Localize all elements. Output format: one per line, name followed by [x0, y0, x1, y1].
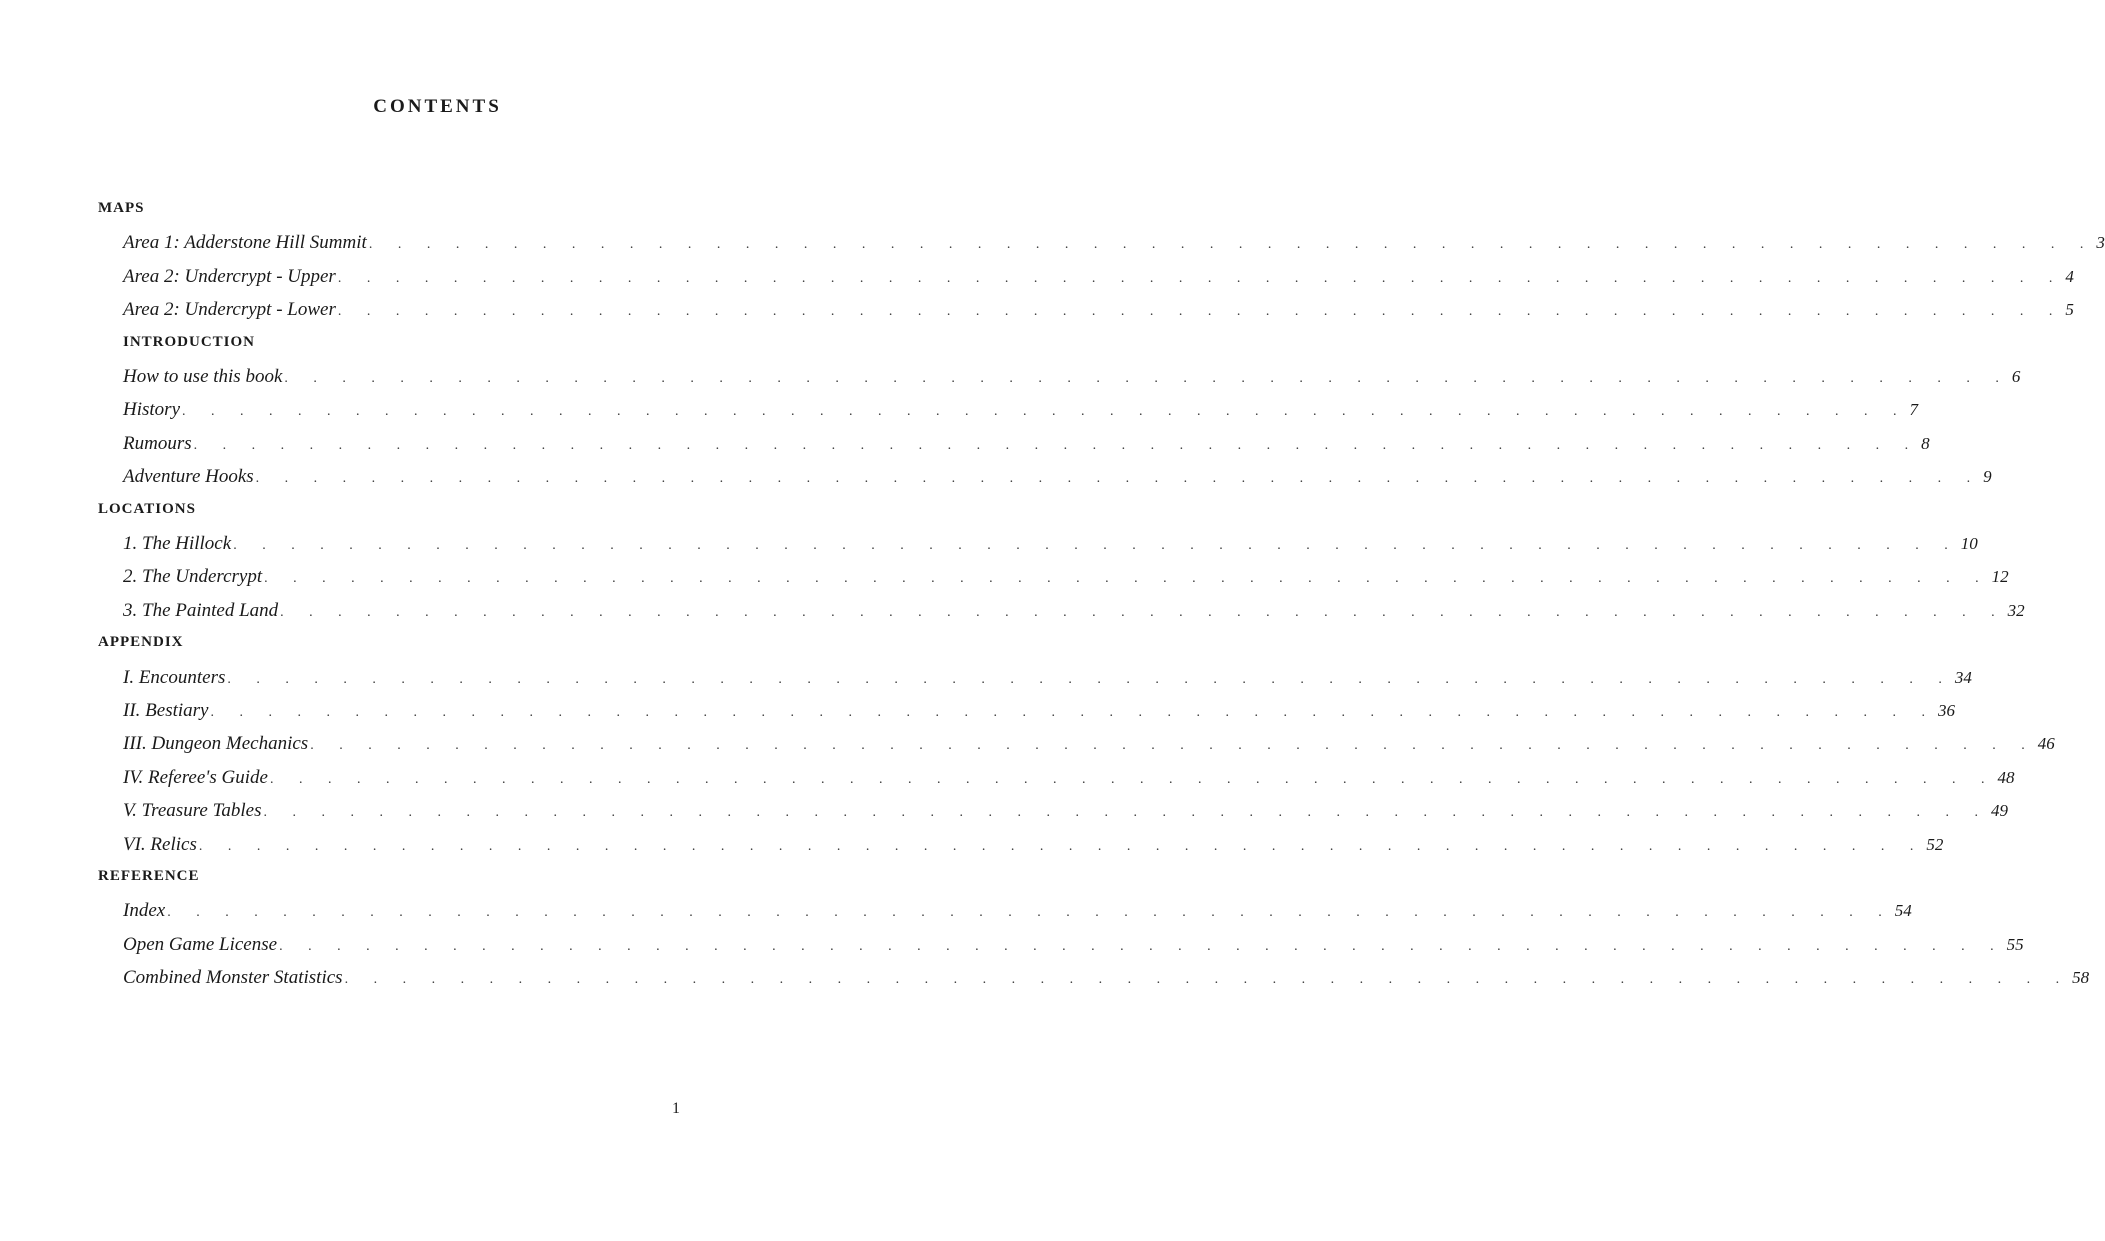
dot-leader: . . . . . . . . . . . . . . . . . . . . . . . . . . . . . . . . . . . . . . . . . . . . . . . . . . . . . . . . . . . .: [337, 270, 2064, 286]
toc-entry-label: Index: [123, 900, 166, 922]
toc-entry[interactable]: [123, 966, 2090, 992]
toc-entry-label: III. Dungeon Mechanics: [123, 733, 309, 755]
toc-entry[interactable]: [123, 833, 1944, 859]
toc-entry[interactable]: [123, 799, 2008, 825]
toc-entry-page: 9: [1983, 467, 1992, 487]
toc-entry[interactable]: [123, 565, 2009, 591]
toc-entry-page: 55: [2006, 934, 2024, 954]
dot-leader: . . . . . . . . . . . . . . . . . . . . . . . . . . . . . . . . . . . . . . . . . . . . . . . . . . . . . . . . . . . .: [368, 237, 2095, 253]
toc-entry-page: 4: [2065, 266, 2074, 286]
toc-entry-page: 3: [2096, 233, 2105, 253]
toc-entry-label: 3. The Painted Land: [123, 599, 279, 621]
dot-leader: . . . . . . . . . . . . . . . . . . . . . . . . . . . . . . . . . . . . . . . . . . . . . . . . . . . . . . . . . . . .: [310, 738, 2036, 754]
toc-entry[interactable]: [123, 532, 1978, 558]
dot-leader: . . . . . . . . . . . . . . . . . . . . . . . . . . . . . . . . . . . . . . . . . . . . . . . . . . . . . . . . . . . .: [233, 538, 1959, 553]
toc-entry[interactable]: [123, 432, 1930, 458]
toc-entry[interactable]: [123, 398, 1918, 424]
toc-entry-page: 58: [2072, 968, 2090, 988]
page-title: CONTENTS: [373, 96, 502, 117]
toc-entry[interactable]: [123, 899, 1912, 925]
toc-entry-label: Adventure Hooks: [123, 466, 254, 488]
dot-leader: . . . . . . . . . . . . . . . . . . . . . . . . . . . . . . . . . . . . . . . . . . . . . . . . . . . . . . . . . . . .: [167, 905, 1893, 921]
toc-section-heading: APPENDIX: [98, 634, 184, 651]
toc-entry[interactable]: [123, 933, 2024, 959]
toc-entry-label: V. Treasure Tables: [123, 800, 262, 822]
dot-leader: . . . . . . . . . . . . . . . . . . . . . . . . . . . . . . . . . . . . . . . . . . . . . . . . . . . . . . . . . . . .: [269, 771, 1996, 787]
dot-leader: . . . . . . . . . . . . . . . . . . . . . . . . . . . . . . . . . . . . . . . . . . . . . . . . . . . . . . . . . . . .: [227, 671, 1953, 687]
dot-leader: . . . . . . . . . . . . . . . . . . . . . . . . . . . . . . . . . . . . . . . . . . . . . . . . . . . . . . . . . . . .: [182, 404, 1908, 420]
toc-entry[interactable]: [123, 465, 1992, 491]
toc-entry-page: 49: [1991, 801, 2008, 821]
toc-section-heading: INTRODUCTION: [123, 333, 256, 350]
toc-entry-page: 48: [1997, 767, 2015, 787]
toc-entry-page: 6: [2011, 367, 2021, 386]
toc-entry-label: How to use this book: [123, 366, 283, 387]
toc-entry-label: IV. Referee's Guide: [123, 766, 268, 788]
toc-entry[interactable]: [123, 732, 2055, 758]
toc-section-heading: LOCATIONS: [98, 500, 196, 517]
toc-entry-page: 34: [1954, 667, 1972, 687]
dot-leader: . . . . . . . . . . . . . . . . . . . . . . . . . . . . . . . . . . . . . . . . . . . . . . . . . . . . . . . . . . . .: [279, 938, 2005, 954]
toc-entry-page: 46: [2037, 734, 2055, 754]
dot-leader: . . . . . . . . . . . . . . . . . . . . . . . . . . . . . . . . . . . . . . . . . . . . . . . . . . . . . . . . . . . .: [193, 437, 1920, 453]
toc-entry[interactable]: [123, 766, 2015, 792]
toc-entry-page: 7: [1909, 400, 1918, 420]
toc-entry-page: 5: [2065, 300, 2074, 320]
dot-leader: . . . . . . . . . . . . . . . . . . . . . . . . . . . . . . . . . . . . . . . . . . . . . . . . . . . . . . . . . . . .: [344, 972, 2071, 988]
toc-entry[interactable]: [123, 298, 2074, 324]
toc-entry-label: 2. The Undercrypt: [123, 566, 263, 588]
toc-entry-label: History: [123, 399, 180, 421]
toc-entry-page: 36: [1937, 701, 1955, 720]
dot-leader: . . . . . . . . . . . . . . . . . . . . . . . . . . . . . . . . . . . . . . . . . . . . . . . . . . . . . . . . . . . .: [263, 805, 1989, 821]
toc-entry[interactable]: [123, 365, 2021, 391]
toc-entry-label: Area 2: Undercrypt - Upper: [123, 265, 336, 287]
toc-entry[interactable]: [123, 666, 1972, 692]
toc-entry-label: Rumours: [123, 432, 192, 454]
toc-entry-label: 1. The Hillock: [123, 533, 232, 554]
toc-entry-label: Open Game License: [123, 933, 278, 955]
toc-entry[interactable]: [123, 231, 2105, 257]
toc-entry-label: Combined Monster Statistics: [123, 967, 343, 989]
dot-leader: . . . . . . . . . . . . . . . . . . . . . . . . . . . . . . . . . . . . . . . . . . . . . . . . . . . . . . . . . . . .: [255, 471, 1982, 487]
toc-entry-page: 12: [1991, 567, 2009, 587]
dot-leader: . . . . . . . . . . . . . . . . . . . . . . . . . . . . . . . . . . . . . . . . . . . . . . . . . . . . . . . . . . . .: [337, 304, 2064, 320]
toc-entry-label: VI. Relics: [123, 833, 197, 855]
toc-entry[interactable]: [123, 265, 2074, 291]
toc-entry[interactable]: [123, 599, 2025, 625]
page-number: 1: [672, 1100, 680, 1117]
toc-entry-label: Area 2: Undercrypt - Lower: [123, 299, 336, 321]
dot-leader: . . . . . . . . . . . . . . . . . . . . . . . . . . . . . . . . . . . . . . . . . . . . . . . . . . . . . . . . . . . .: [210, 705, 1936, 720]
toc-entry[interactable]: [123, 699, 1955, 725]
toc-section-heading: MAPS: [98, 200, 145, 216]
toc-entry-label: Area 1: Adderstone Hill Summit: [123, 232, 367, 254]
toc-entry-label: II. Bestiary: [123, 700, 209, 721]
dot-leader: . . . . . . . . . . . . . . . . . . . . . . . . . . . . . . . . . . . . . . . . . . . . . . . . . . . . . . . . . . . .: [280, 604, 2006, 620]
toc-section-heading: REFERENCE: [98, 868, 200, 884]
toc-entry-page: 10: [1960, 534, 1978, 553]
dot-leader: . . . . . . . . . . . . . . . . . . . . . . . . . . . . . . . . . . . . . . . . . . . . . . . . . . . . . . . . . . . .: [264, 571, 1990, 587]
dot-leader: . . . . . . . . . . . . . . . . . . . . . . . . . . . . . . . . . . . . . . . . . . . . . . . . . . . . . . . . . . . .: [284, 371, 2010, 386]
toc-entry-page: 52: [1926, 834, 1944, 854]
toc-entry-label: I. Encounters: [123, 666, 226, 688]
toc-entry-page: 32: [2007, 600, 2025, 620]
toc-entry-page: 8: [1921, 433, 1930, 453]
dot-leader: . . . . . . . . . . . . . . . . . . . . . . . . . . . . . . . . . . . . . . . . . . . . . . . . . . . . . . . . . . . .: [198, 838, 1925, 854]
toc-entry-page: 54: [1894, 901, 1912, 921]
